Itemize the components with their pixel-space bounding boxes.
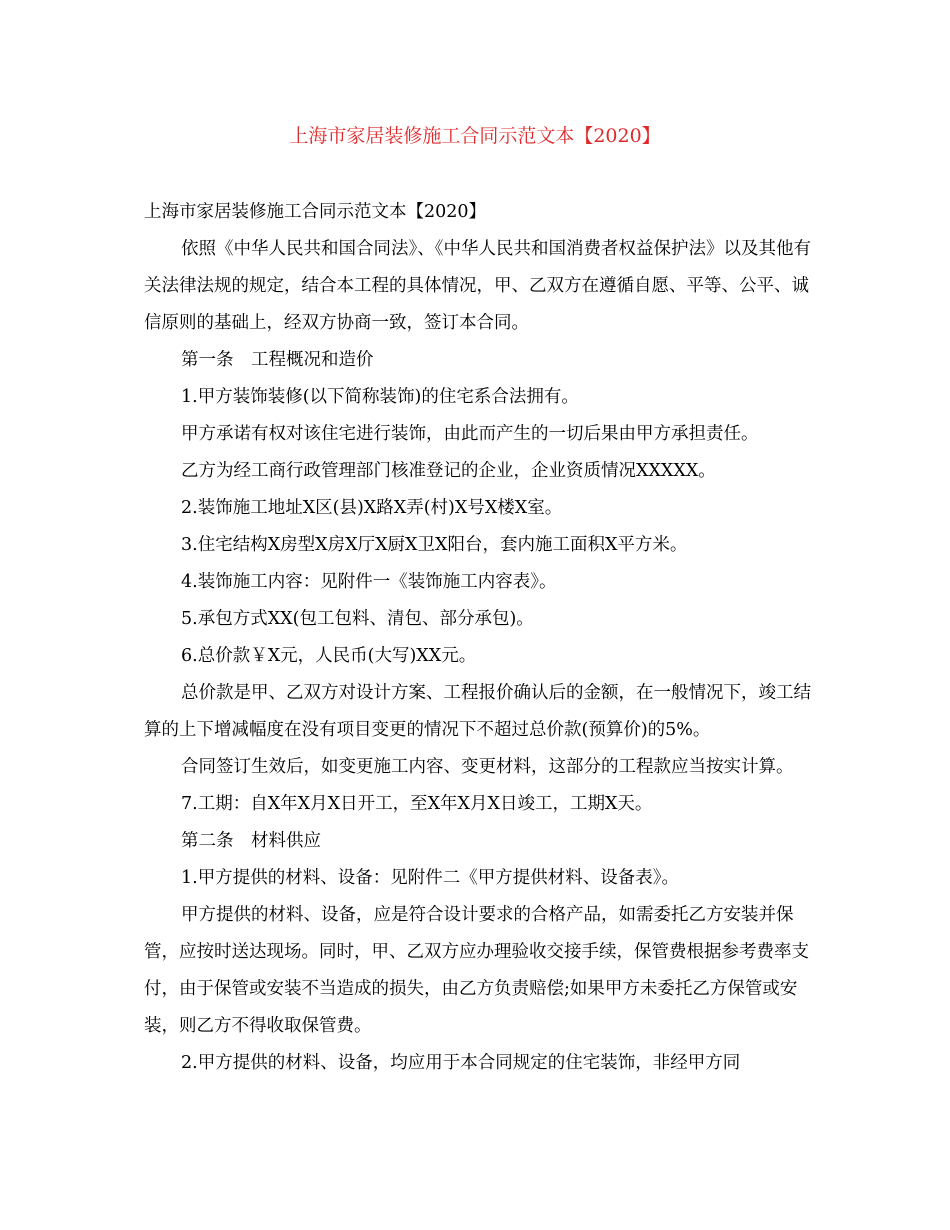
paragraph: 1.甲方装饰装修(以下简称装饰)的住宅系合法拥有。 <box>181 387 579 407</box>
paragraph: 乙方为经工商行政管理部门核准登记的企业，企业资质情况XXXXX。 <box>181 461 716 481</box>
paragraph: 总价款是甲、乙双方对设计方案、工程报价确认后的金额，在一般情况下，竣工结算的上下增减幅度在没有项目变更的情况下不超过总价款(预算价)的5%。 <box>144 683 811 740</box>
paragraph: 2.装饰施工地址X区(县)X路X弄(村)X号X楼X室。 <box>181 498 563 518</box>
body-heading: 上海市家居装修施工合同示范文本【2020】 <box>144 202 487 222</box>
paragraph: 1.甲方提供的材料、设备：见附件二《甲方提供材料、设备表》。 <box>181 868 679 888</box>
paragraph: 2.甲方提供的材料、设备，均应用于本合同规定的住宅装饰，非经甲方同 <box>181 1053 741 1073</box>
paragraph: 3.住宅结构X房型X房X厅X厨X卫X阳台，套内施工面积X平方米。 <box>181 535 688 555</box>
paragraph: 甲方承诺有权对该住宅进行装饰，由此而产生的一切后果由甲方承担责任。 <box>181 424 759 444</box>
document-title: 上海市家居装修施工合同示范文本【2020】 <box>289 125 661 147</box>
article-2-heading: 第二条 材料供应 <box>181 831 321 851</box>
article-1-heading: 第一条 工程概况和造价 <box>181 350 374 370</box>
paragraph: 6.总价款￥X元，人民币(大写)XX元。 <box>181 646 477 666</box>
paragraph: 7.工期：自X年X月X日开工，至X年X月X日竣工，工期X天。 <box>181 794 653 814</box>
paragraph: 合同签订生效后，如变更施工内容、变更材料，这部分的工程款应当按实计算。 <box>181 757 794 777</box>
document-body <box>144 194 812 1082</box>
paragraph: 甲方提供的材料、设备，应是符合设计要求的合格产品，如需委托乙方安装并保管，应按时送达现场。同时，甲、乙双方应办理验收交接手续，保管费根据参考费率支付，由于保管或安装不当造成的损失，由乙方负责赔偿;如果甲方未委托乙方保管或安装，则乙方不得收取保管费。 <box>144 905 809 1036</box>
paragraph-preamble: 依照《中华人民共和国合同法》、《中华人民共和国消费者权益保护法》以及其他有关法律法规的规定，结合本工程的具体情况，甲、乙双方在遵循自愿、平等、公平、诚信原则的基础上，经双方协商一致，签订本合同。 <box>144 239 811 333</box>
paragraph: 5.承包方式XX(包工包料、清包、部分承包)。 <box>181 609 534 629</box>
paragraph: 4.装饰施工内容：见附件一《装饰施工内容表》。 <box>181 572 557 592</box>
